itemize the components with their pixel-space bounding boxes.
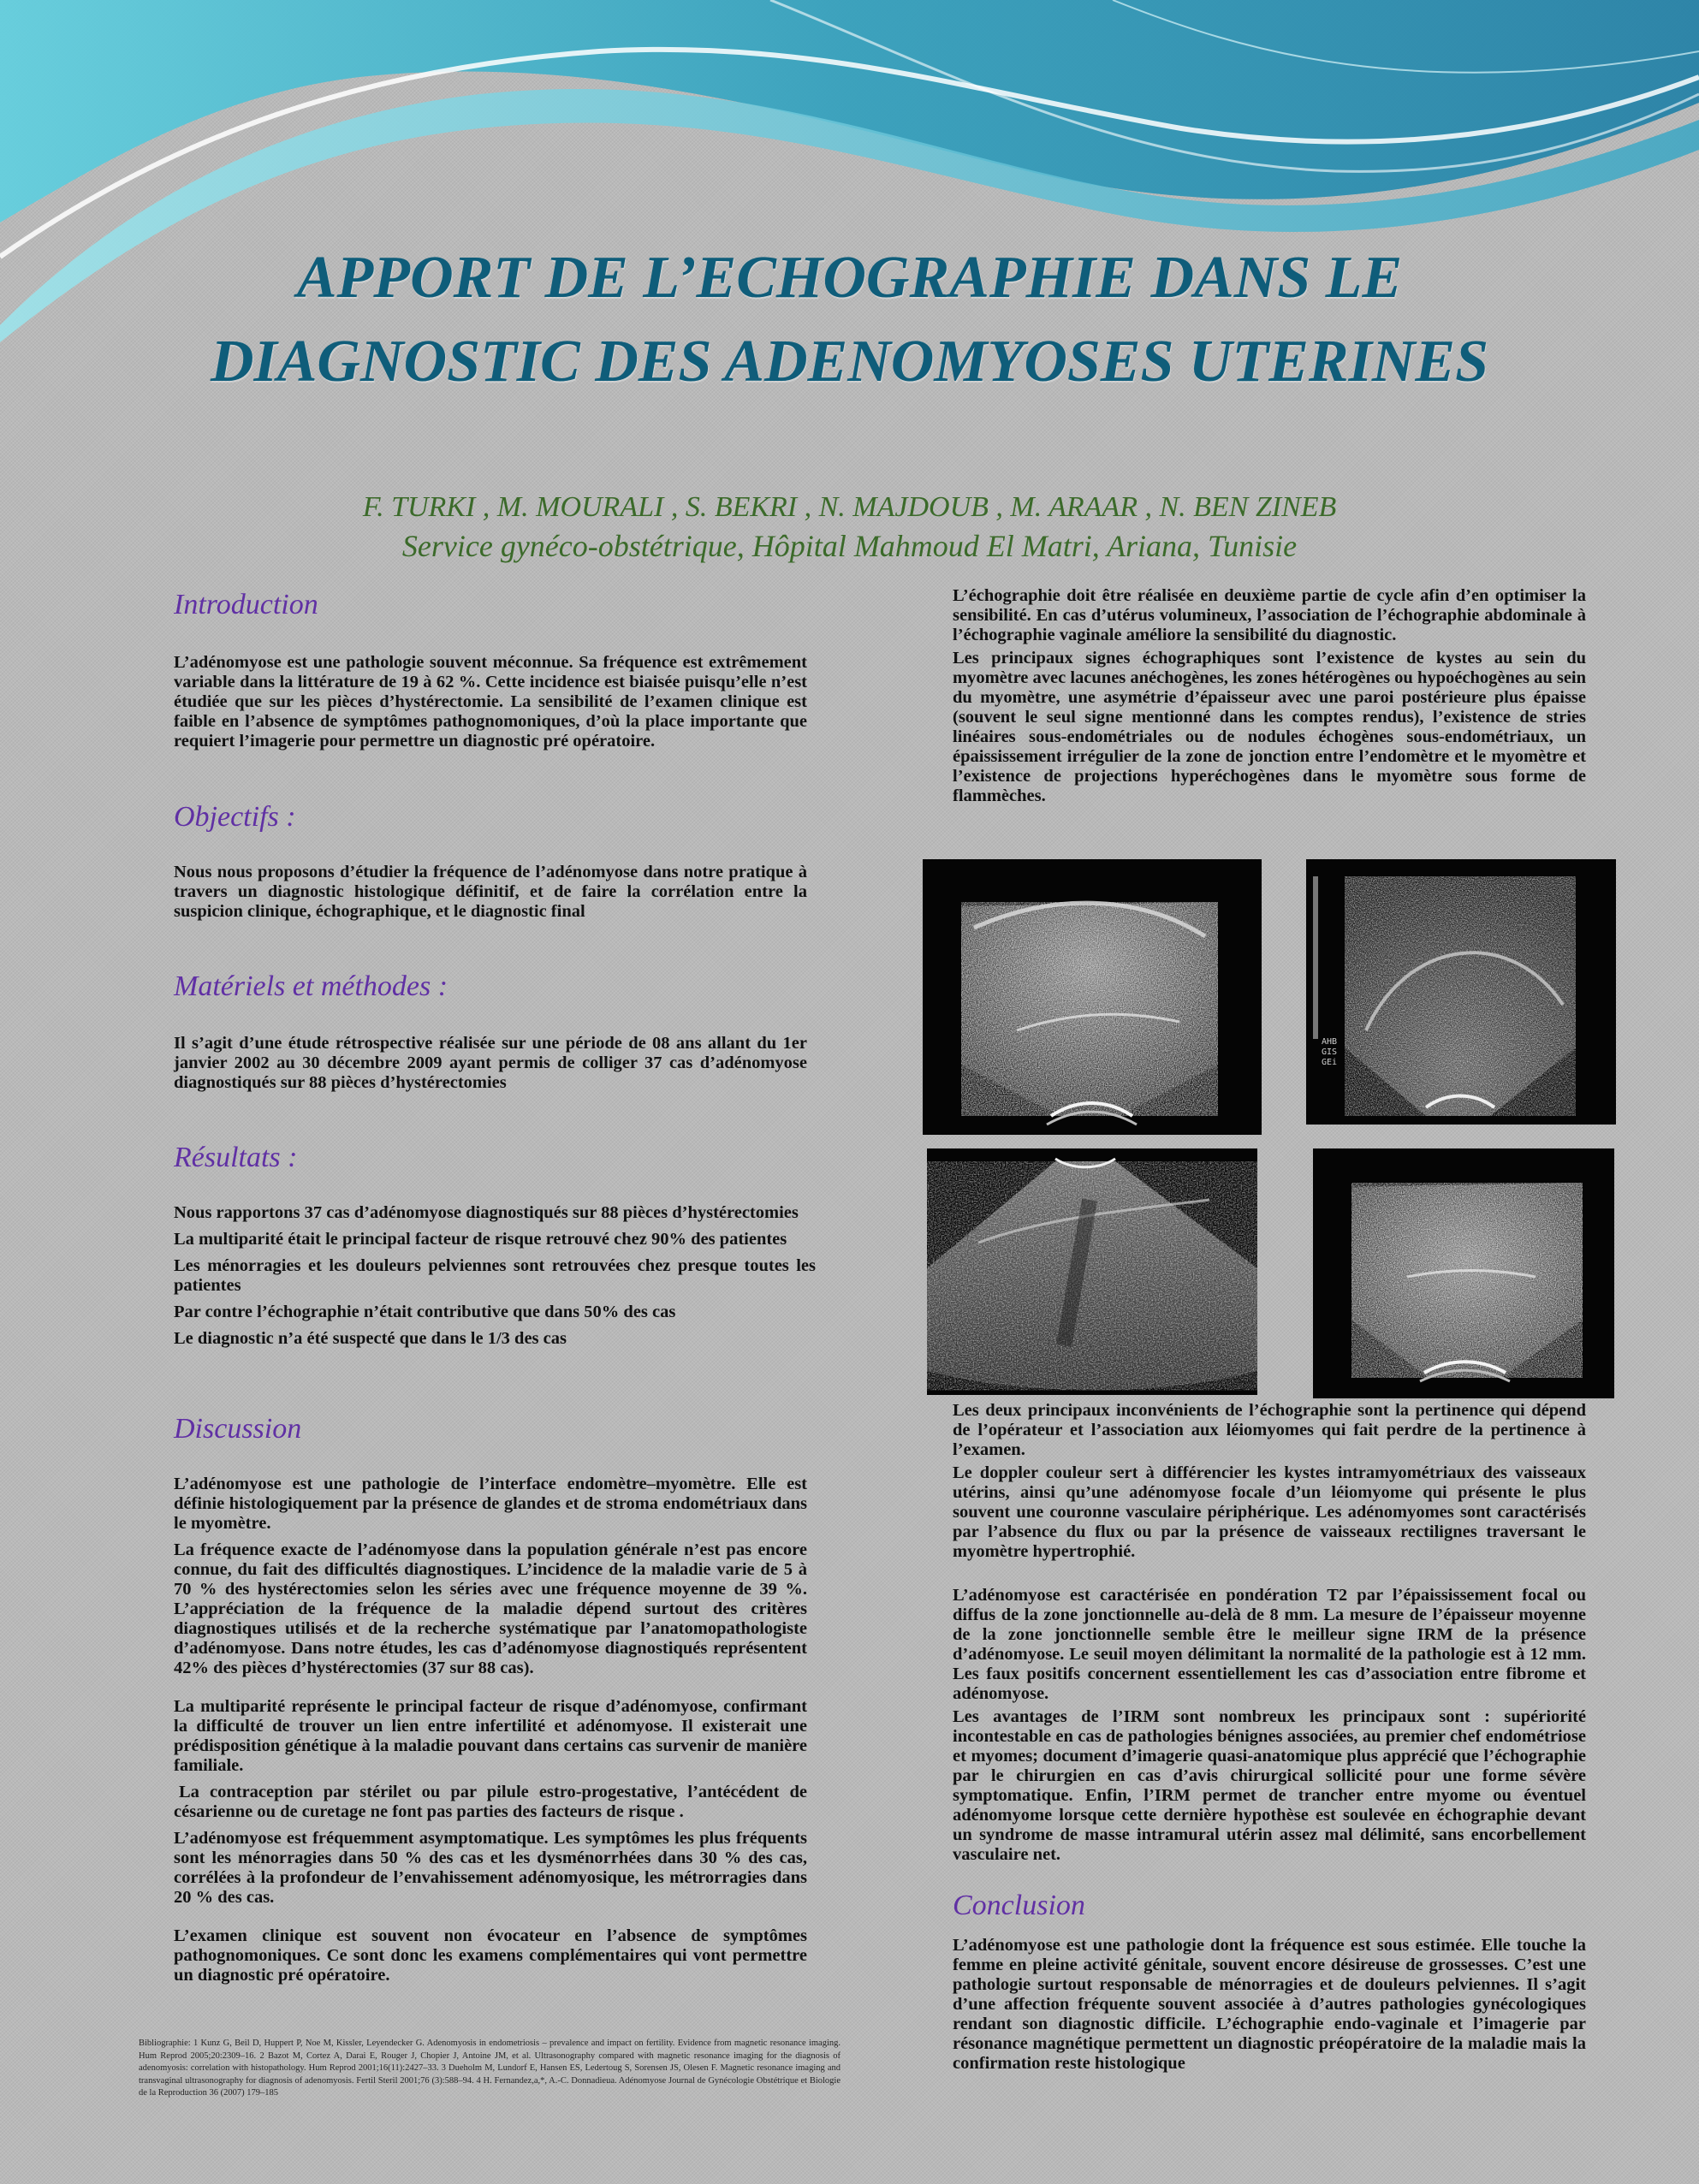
- scanner-label: GEi: [1322, 1058, 1338, 1067]
- authors: F. TURKI , M. MOURALI , S. BEKRI , N. MAJDOUB , M. ARAAR , N. BEN ZINEB: [362, 491, 1337, 523]
- materiels-text: Il s’agit d’une étude rétrospective réalisée sur une période de 08 ans allant du 1er janvier 2002 au 30 décembre 2009 ayant permis de colliger 37 cas d’adénomyose diagnostiqués sur 88 pièces d’hystérectomies: [174, 1034, 807, 1092]
- materiels-heading: Matériels et méthodes :: [174, 970, 449, 1002]
- right-text-middle: [953, 1401, 1586, 1872]
- bibliography: Bibliographie: 1 Kunz G, Beil D, Huppert P, Noe M, Kissler, Leyendecker G. Adenomyosis in endometriosis – prevalence and impact on fertility. Evidence from magnetic resonance imaging. Hum Reprod 2005;20:2309–16. 2 Bazot M, Cortez A, Darai E, Rouger J, Chopier J, Antoine JM, et al. Ultrasonography compared with magnetic resonance imaging for the diagnosis of adenomyosis: correlation with histopathology. Hum Reprod 2001;16(11):2427–33. 3 Dueholm M, Lundorf E, Hansen ES, Ledertoug S, Sorensen JS, Olesen F. Magnetic resonance imaging and transvaginal ultrasonography for diagnosis of adenomyosis. Fertil Steril 2001;76 (3):588–94. 4 H. Fernandez,a,*, A.-C. Donnadieua. Adénomyose Journal de Gynécologie Obstétrique et Biologie de la Reproduction 36 (2007) 179–185: [139, 2039, 841, 2098]
- discussion-text: [174, 1475, 807, 1992]
- ultrasound-image-1: [923, 859, 1262, 1135]
- introduction-text: L’adénomyose est une pathologie souvent méconnue. Sa fréquence est extrêmement variable dans la littérature de 19 à 62 %. Cette incidence est biaisée puisqu’elle n’est étudiée que sur les pièces d’hystérectomie. La sensibilité de l’examen clinique est faible en l’absence de symptômes pathognomoniques, d’où la place importante que requiert l’imagerie pour permettre un diagnostic pré opératoire.: [174, 653, 807, 751]
- conclusion-text: L’adénomyose est une pathologie dont la fréquence est sous estimée. Elle touche la femme en pleine activité génitale, souvent encore désireuse de grossesses. C’est une pathologie surtout responsable de ménorragies et de douleurs pelviennes. Il s’agit d’une affection fréquente souvent associée à d’autres pathologies gynécologiques rendant son diagnostic difficile. L’échographie endo-vaginale et l’imagerie par résonance magnétique permettent un diagnostic préopératoire de la maladie mais la confirmation reste histologique: [953, 1936, 1586, 2073]
- resultats-list: [174, 1203, 816, 1356]
- resultat-item: Nous rapportons 37 cas d’adénomyose diagnostiqués sur 88 pièces d’hystérectomies: [174, 1203, 799, 1222]
- signes-paragraph: Les principaux signes échographiques sont l’existence de kystes au sein du myomètre avec lacunes anéchogènes, les zones hétérogènes ou hypoéchogènes au sein du myomètre, une asymétrie d’épaisseur avec une paroi postérieure plus épaisse (souvent le seul signe mentionné dans les comptes rendus), l’existence de stries linéaires sous-endométriales ou de nodules échogènes sous-endométriaux, un épaississement irrégulier de la zone de jonction entre l’endomètre et le myomètre et l’existence de projections hyperéchogènes dans le myomètre sous forme de flammèches.: [953, 649, 1587, 805]
- introduction-heading: Introduction: [174, 589, 318, 620]
- discussion-heading: Discussion: [174, 1413, 302, 1445]
- inconvenients-paragraph: Les deux principaux inconvénients de l’échographie sont la pertinence qui dépend de l’opérateur et l’association aux léiomyomes qui fait perdre de la pertinence à l’examen.: [953, 1401, 1586, 1459]
- scanner-label: GIS: [1322, 1047, 1338, 1057]
- discussion-paragraph: La multiparité représente le principal facteur de risque d’adénomyose, confirmant la difficulté de trouver un lien entre infertilité et adénomyose. Il existerait une prédisposition génétique à la maladie pouvant dans certains cas survenir de manière familiale.: [174, 1697, 807, 1775]
- scanner-label: AHB: [1322, 1037, 1338, 1047]
- objectifs-text: Nous nous proposons d’étudier la fréquence de l’adénomyose dans notre pratique à travers un diagnostic histologique définitif, et de faire la corrélation entre la suspicion clinique, échographique, et le diagnostic final: [174, 863, 807, 921]
- affiliation: Service gynéco-obstétrique, Hôpital Mahmoud El Matri, Ariana, Tunisie: [401, 529, 1298, 563]
- discussion-paragraph: L’examen clinique est souvent non évocateur en l’absence de symptômes pathognomoniques. Ce sont donc les examens complémentaires qui vont permettre un diagnostic pré opératoire.: [174, 1926, 807, 1985]
- ultrasound-image-4: [1313, 1148, 1614, 1398]
- objectifs-heading: Objectifs :: [174, 801, 296, 833]
- discussion-paragraph: L’adénomyose est une pathologie de l’interface endomètre–myomètre. Elle est définie histologiquement par la présence de glandes et de stroma endométriaux dans le myomètre.: [174, 1475, 807, 1533]
- resultat-item: La multiparité était le principal facteur de risque retrouvé chez 90% des patientes: [174, 1230, 787, 1249]
- discussion-paragraph: L’adénomyose est fréquemment asymptomatique. Les symptômes les plus fréquents sont les ménorragies dans 50 % des cas et les dysménorrhées dans 30 % des cas, corrélées à la profondeur de l’envahissement adénomyosique, les métrorragies dans 20 % des cas.: [174, 1829, 807, 1907]
- poster-title-line2: DIAGNOSTIC DES ADENOMYOSES UTERINES: [210, 329, 1489, 395]
- resultat-item: Les ménorragies et les douleurs pelviennes sont retrouvées chez presque toutes les patientes: [174, 1256, 816, 1295]
- right-text-top: [953, 586, 1586, 813]
- resultats-heading: Résultats :: [174, 1142, 298, 1173]
- discussion-paragraph: La contraception par stérilet ou par pilule estro-progestative, l’antécédent de césarienne ou de curetage ne font pas parties des facteurs de risque .: [174, 1783, 807, 1821]
- ultrasound-image-2: [1306, 859, 1616, 1125]
- resultat-item: Le diagnostic n’a été suspecté que dans le 1/3 des cas: [174, 1329, 567, 1348]
- irm-avantages-paragraph: Les avantages de l’IRM sont nombreux les principaux sont : supériorité incontestable en cas de pathologies bénignes associées, au premier chef endométriose et myomes; document d’imagerie quasi-anatomique plus apprécié que l’échographie par le chirurgien en cas d’avis chirurgical sollicité pour une forme sévère symptomatique. Enfin, l’IRM permet de trancher entre myome ou éventuel adénomyome lorsque cette dernière hypothèse est soulevée en échographie devant un syndrome de masse intramural utérin assez mal délimité, sans encorbellement vasculaire net.: [953, 1707, 1586, 1864]
- conclusion-heading: Conclusion: [953, 1890, 1085, 1921]
- irm-t2-paragraph: L’adénomyose est caractérisée en pondération T2 par l’épaississement focal ou diffus de la zone jonctionnelle au-delà de 8 mm. La mesure de l’épaisseur moyenne de la zone jonctionnelle semble être le meilleur signe IRM de la présence d’adénomyose. Le seuil moyen délimitant la normalité de la pathologie est à 12 mm. Les faux positifs concernent essentiellement les cas d’association entre fibrome et adénomyose.: [953, 1586, 1586, 1703]
- poster-title-line1: APPORT DE L’ECHOGRAPHIE DANS LE: [296, 245, 1403, 311]
- resultat-item: Par contre l’échographie n’était contributive que dans 50% des cas: [174, 1303, 676, 1321]
- doppler-paragraph: Le doppler couleur sert à différencier les kystes intramyométriaux des vaisseaux utérins, ainsi qu’une adénomyose focale d’un léiomyome qui présente le plus souvent une couronne vasculaire périphérique. Les adénomyomes sont caractérisés par l’absence du flux ou par la présence de vaisseaux rectilignes traversant le myomètre hypertrophié.: [953, 1463, 1586, 1561]
- ultrasound-image-3: [927, 1148, 1257, 1395]
- echographie-paragraph: L’échographie doit être réalisée en deuxième partie de cycle afin d’en optimiser la sensibilité. En cas d’utérus volumineux, l’association de l’échographie abdominale à l’échographie vaginale améliore la sensibilité du diagnostic.: [953, 586, 1586, 644]
- discussion-paragraph: La fréquence exacte de l’adénomyose dans la population générale n’est pas encore connue, du fait des difficultés diagnostiques. L’incidence de la maladie varie de 5 à 70 % des hystérectomies selon les séries avec une fréquence moyenne de 39 %. L’appréciation de la fréquence de la maladie dépend surtout des critères diagnostiques utilisés et de la recherche systématique par l’anatomopathologiste d’adénomyose. Dans notre études, les cas d’adénomyose diagnostiqués représentent 42% des pièces d’hystérectomies (37 sur 88 cas).: [174, 1540, 807, 1677]
